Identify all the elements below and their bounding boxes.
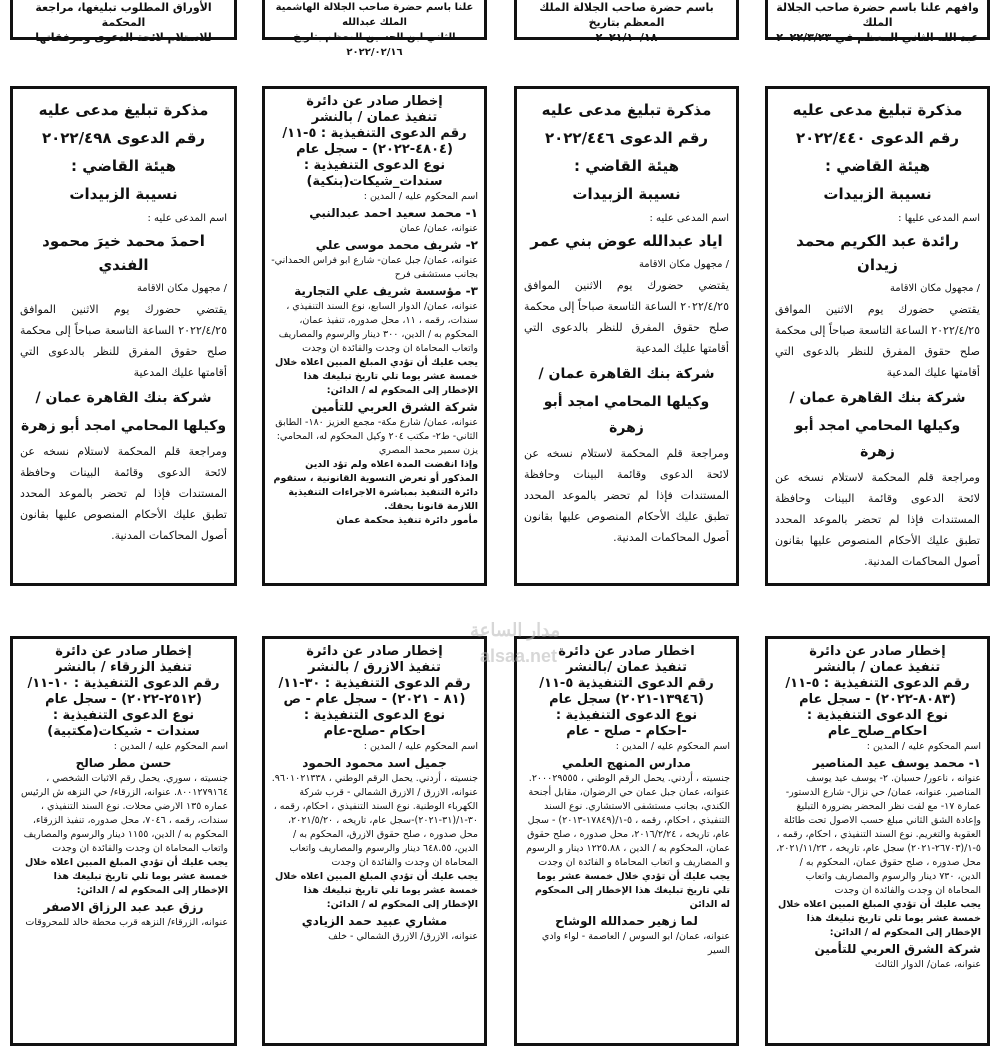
heading-line: رقم الدعوى التنفيذية : ١٠-١١/ (27, 676, 220, 691)
fragment-line: عبد الله الثاني المعظم في ٢٠٢٢/٣/٢٣ (776, 31, 979, 44)
fragment-line: علنا باسم حضرة صاحب الجلالة الهاشمية الملك عبدالله (275, 2, 474, 28)
debt-details: جنسيته ، سوري. يحمل رقم الاثبات الشخصي ، ٨٠٠١٢٧٩١٦٤. عنوانه، الزرقاء/ حي النزهه ش الرئيس عماره ١٣٥ الارضي محلات. نوع السند التنفيذي ، سندات، رقمه ، ٧٠٤٦، محل صدوره، تنفيذ الزرقاء، المحكوم به / الدين، ١١٥٥ دينار والرسوم والمصاريف واتعاب المحاماة ان وجدت والفائدة ان وجدت (20, 773, 228, 854)
heading-line: رقم الدعوى التنفيذية : ٣٠-١١/ (278, 676, 471, 691)
judge-panel-label: هيئة القاضي : (824, 157, 931, 175)
debt-details: عنوانه، عمان/ الدوار السابع، نوع السند التنفيذي ، سندات، رقمه ، ١١، محل صدوره، تنفيذ عمان، المحكوم به / الدين، ٣٠٠ دينار والرسوم والمصاريف واتعاب المحاماة ان وجدت والفائدة ان وجدت (278, 301, 478, 354)
heading-line: سندات_شيكات(بنكية) (306, 174, 443, 189)
summons-closing: ومراجعة قلم المحكمة لاستلام نسخه عن لائحة الدعوى وقائمة البينات وحافظة المستندات فإذا لم تحضر بالموعد المحدد تطبق عليك الأحكام المنصوص عليها بقانون أصول المحاكمات المدنية. (524, 447, 729, 544)
heading-line: تنفيذ عمان / بالنشر (311, 110, 438, 125)
heading-line: سندات - شيكات(مكتبية) (47, 724, 200, 739)
fragment-line: باسم حضرة صاحب الجلالة الملك المعظم بتاريخ (539, 1, 714, 29)
top-fragment-2 (262, 0, 487, 58)
lawyer-name: وكيلها المحامي امجد أبو زهرة (20, 418, 227, 434)
judge-panel-label: هيئة القاضي : (70, 157, 177, 175)
execution-notice-azraq (262, 636, 487, 1046)
heading-line: (٨١ - ٢٠٢١) - سجل عام - ص (283, 692, 466, 707)
creditor-address: عنوانه، الازرق/ الازرق الشمالي - خلف (328, 931, 478, 942)
debtor-address: عنوانه، عمان/ عمان (399, 223, 478, 234)
defendant-label: اسم المدعى عليه : (649, 213, 729, 224)
defendant-name: رائدة عبد الكريم محمد زيدان (796, 232, 959, 274)
debtor-name: ١- محمد سعيد احمد عبدالنبي (309, 206, 478, 220)
summons-closing: ومراجعة قلم المحكمة لاستلام نسخه عن لائحة الدعوى وقائمة البينات وحافظة المستندات فإذا لم تحضر بالموعد المحدد تطبق عليك الأحكام المنصوص عليها بقانون أصول المحاكمات المدنية. (20, 445, 227, 542)
case-number: رقم الدعوى ٢٠٢٢/٤٤٠ (795, 129, 960, 147)
judge-name: نسيبة الزبيدات (572, 185, 681, 203)
top-fragment-4 (765, 0, 990, 44)
heading-line: (٢٥١٢-٢٠٢٢) - سجل عام (45, 692, 202, 707)
plaintiff-name: شركة بنك القاهرة عمان / (789, 390, 966, 406)
debtor-name: حسن مطر صالح (75, 756, 172, 770)
execution-notice-amman-2 (514, 636, 739, 1046)
fragment-line: الأوراق المطلوب تبليغها، مراجعة المحكمة (35, 1, 212, 29)
notice-title: مذكرة تبليغ مدعى عليه (541, 101, 712, 119)
debt-details: جنسيته ، أردني. يحمل الرقم الوطني ، ٩٦٠١٠٢١٣٣٨. عنوانه، الازرق / الازرق الشمالي - قرب شركة الكهرباء الوطنية. نوع السند التنفيذي ، احكام، رقمه ، ٣٠-١/(٣١-٢٠٢١)-سجل عام، تاريخه ، ٢٠٢١/٥/٢٠، محل صدوره ، صلح حقوق الازرق، المحكوم به / الدين، ٦٤٨.٥٥ دينار والرسوم والمصاريف واتعاب المحاماة ان وجدت والفائدة ان وجدت (271, 773, 478, 868)
parties-label: اسم المحكوم عليه / المدين : (615, 741, 730, 752)
parties-label: اسم المحكوم عليه / المدين : (363, 191, 478, 202)
judge-panel-label: هيئة القاضي : (573, 157, 680, 175)
execution-notice-zarqa (10, 636, 237, 1046)
debtor-name: ٣- مؤسسة شريف علي التجارية (294, 284, 478, 298)
parties-label: اسم المحكوم عليه / المدين : (866, 741, 981, 752)
defendant-name: اياد عبدالله عوض بني عمر (530, 232, 723, 250)
signature: مأمور دائرة تنفيذ محكمة عمان (336, 515, 478, 526)
creditor-name: شركة الشرق العربي للتأمين (311, 400, 478, 414)
creditor-name: لما زهير حمدالله الوشاح (555, 914, 698, 928)
summons-notice-2 (514, 86, 739, 586)
debtor-name: مدارس المنهج العلمي (562, 756, 691, 770)
debtor-name: ٢- شريف محمد موسى علي (315, 238, 478, 252)
debt-details: جنسيته ، أردني. يحمل الرقم الوطني ، ٢٠٠٠٢٩٥٥٥. عنوانه، عمان جبل عمان حي الرضوان، مقابل أجنحة الكندي، بجانب مستشفى الاستشاري. نوع السند التنفيذي ، احكام، رقمه ، ٥-١/(١٧٨٤٩-٢٠١٣) - سجل عام، تاريخه ، ٢٠١٦/٢/٢٤، محل صدوره ، صلح حقوق عمان، المحكوم به / الدين ، ١٢٢٥.٨٨ دينار و الرسوم و المصاريف و اتعاب المحاماة و الفائدة ان وجدت (526, 773, 730, 868)
summons-notice-3 (765, 86, 990, 586)
heading-line: (١٣٩٤٦-٢٠٢١) سجل عام (549, 692, 704, 707)
notice-title: مذكرة تبليغ مدعى عليه (38, 101, 209, 119)
creditor-name: مشاري عبيد حمد الزيادي (301, 914, 448, 928)
residence-status: / مجهول مكان الاقامة (889, 283, 980, 294)
heading-line: (٤٨٠٤-٢٠٢٢) - سجل عام (296, 142, 453, 157)
summons-body: يقتضي حضورك يوم الاثنين الموافق ٢٠٢٢/٤/٢٥ الساعة التاسعة صباحاً إلى محكمة صلح حقوق المفرق للنظر بالدعوى التي أقامتها عليك المدعية (524, 279, 729, 355)
creditor-name: رزق عبد عبد الرزاق الاصفر (43, 900, 204, 914)
top-fragment-1 (10, 0, 237, 44)
case-number: رقم الدعوى ٢٠٢٢/٤٩٨ (41, 129, 206, 147)
debtor-name: ١- محمد يوسف عيد المناصير (812, 756, 981, 770)
payment-demand: يجب عليك أن تؤدي المبلغ المبين اعلاه خلال خمسة عشر يوما تلي تاريخ تبليغك هذا الإخطار إلى المحكوم له / الدائن: (25, 857, 228, 896)
debt-details: عنوانه ، ناعور/ حسبان. ٢- يوسف عيد يوسف المناصير. عنوانه، عمان/ حي نزال- شارع الدستور- عمارة ١٧- مع لفت نظر المحضر بضرورة التبليغ وإعادة الشق الثاني مبلغ حسب الاصول تحت طائلة العقوبة والتغريم. نوع السند التنفيذي ، احكام، رقمه ، ٥-١/(٢٦٧٠٣-٢٠٢١) سجل عام، تاريخه ، ٢٠٢١/١١/٢٣، محل صدوره ، صلح حقوق عمان، المحكوم به / الدين، ٧٣٠ دينار والرسوم والمصاريف واتعاب المحاماة ان وجدت والفائدة ان وجدت (776, 773, 981, 896)
payment-demand: يجب عليك أن تؤدي المبلغ المبين اعلاه خلال خمسة عشر يوما تلي تاريخ تبليغك هذا الإخطار إلى المحكوم له / الدائن: (275, 871, 478, 910)
heading-line: تنفيذ عمان / بالنشر (814, 660, 941, 675)
debtor-address: عنوانه، عمان/ جبل عمان- شارع ابو فراس الحمداني- بجانب مستشفى فرح (271, 255, 478, 280)
heading-line: نوع الدعوى التنفيذية : (555, 708, 698, 723)
summons-notice-1 (10, 86, 237, 586)
heading-line: احكام -صلح-عام (323, 724, 426, 739)
judge-name: نسيبة الزبيدات (69, 185, 178, 203)
heading-line: نوع الدعوى التنفيذية : (52, 708, 195, 723)
plaintiff-name: شركة بنك القاهرة عمان / (538, 366, 715, 382)
debtor-name: جميل اسد محمود الحمود (302, 756, 447, 770)
creditor-details: عنوانه، عمان/ شارع مكة- مجمع العزيز ١٨٠- الطابق الثاني- ط٢- مكتب ٢٠٤ وكيل المحكوم له، المحامي: يزن سمير محمد المصري (275, 417, 478, 456)
heading-line: رقم الدعوى التنفيذية ٥-١١/ (539, 676, 714, 691)
heading-line: -احكام - صلح - عام (566, 724, 687, 739)
heading-line: نوع الدعوى التنفيذية : (806, 708, 949, 723)
fragment-line: للاستلام لائحة الدعوى ومرفقاتها (35, 31, 212, 44)
parties-label: اسم المحكوم عليه / المدين : (363, 741, 478, 752)
case-number: رقم الدعوى ٢٠٢٢/٤٤٦ (544, 129, 709, 147)
fragment-line: ٢٠٢١/١٠/١٨ (595, 31, 658, 44)
heading-line: إخطار صادر عن دائرة (809, 644, 946, 659)
watermark-latin: alsaa.net (480, 646, 558, 666)
heading-line: إخطار صادر عن دائرة (55, 644, 192, 659)
notice-title: مذكرة تبليغ مدعى عليه (792, 101, 963, 119)
execution-notice-amman-3 (765, 636, 990, 1046)
defendant-name: احمدَ محمد خيرَ محمود الفندي (42, 232, 205, 274)
defendant-label: اسم المدعى عليه : (147, 213, 227, 224)
parties-label: اسم المحكوم عليه / المدين : (113, 741, 228, 752)
heading-line: تنفيذ عمان /بالنشر (566, 660, 687, 675)
summons-body: يقتضي حضورك يوم الاثنين الموافق ٢٠٢٢/٤/٢٥ الساعة التاسعة صباحاً إلى محكمة صلح حقوق المفرق للنظر بالدعوى التي أقامتها عليك المدعية (775, 303, 980, 379)
heading-line: إخطار صادر عن دائرة (306, 644, 443, 659)
heading-line: اخطار صادر عن دائرة (558, 644, 695, 659)
creditor-name: شركة الشرق العربي للتأمين (814, 942, 981, 956)
heading-line: رقم الدعوى التنفيذية : ٥-١١/ (785, 676, 970, 691)
plaintiff-name: شركة بنك القاهرة عمان / (35, 390, 212, 406)
fragment-line: وافهم علنا باسم حضرة صاحب الجلالة الملك (776, 1, 979, 29)
lawyer-name: وكيلها المحامي امجد أبو زهرة (794, 418, 961, 460)
heading-line: احكام_صلح_عام (827, 724, 928, 739)
execution-notice-amman (262, 86, 487, 586)
creditor-address: عنوانه، الزرقاء/ النزهه قرب محطة خالد للمحروقات (25, 917, 228, 928)
lawyer-name: وكيلها المحامي امجد أبو زهرة (543, 394, 710, 436)
creditor-address: عنوانه، عمان/ ابو السوس / العاصمة - لواء وادي السير (541, 931, 730, 956)
top-fragment-3 (514, 0, 739, 44)
payment-demand: يجب عليك أن تؤدي خلال خمسة عشر يوما تلي تاريخ تبليغك هذا الإخطار إلى المحكوم له الدائن (534, 871, 730, 910)
heading-line: تنفيذ الزرقاء / بالنشر (55, 660, 192, 675)
fragment-line: الثاني ابن الحسين المعظم بتاريخ ٢٠٢٢/٠٢/١٦ (293, 32, 456, 58)
payment-demand: يجب عليك أن تؤدي المبلغ المبين اعلاه خلال خمسة عشر يوما تلي تاريخ تبليغك هذا الإخطار إلى المحكوم له / الدائن: (778, 899, 981, 938)
heading-line: رقم الدعوى التنفيذية : ٥-١١/ (282, 126, 467, 141)
heading-line: نوع الدعوى التنفيذية : (303, 708, 446, 723)
heading-line: إخطار صادر عن دائرة (306, 94, 443, 109)
heading-line: تنفيذ الازرق / بالنشر (308, 660, 441, 675)
residence-status: / مجهول مكان الاقامة (136, 283, 227, 294)
heading-line: (٨٠٨٣-٢٠٢٢) - سجل عام (799, 692, 956, 707)
summons-body: يقتضي حضورك يوم الاثنين الموافق ٢٠٢٢/٤/٢٥ الساعة التاسعة صباحاً إلى محكمة صلح حقوق المفرق للنظر بالدعوى التي أقامتها عليك المدعية (20, 303, 227, 379)
residence-status: / مجهول مكان الاقامة (638, 259, 729, 270)
creditor-address: عنوانه، عمان/ الدوار الثالث (874, 959, 981, 970)
summons-closing: ومراجعة قلم المحكمة لاستلام نسخه عن لائحة الدعوى وقائمة البينات وحافظة المستندات فإذا لم تحضر بالموعد المحدد تطبق عليك الأحكام المنصوص عليها بقانون أصول المحاكمات المدنية. (775, 471, 980, 568)
watermark-arabic: مدار الساعة (470, 620, 561, 640)
notice-footer: وإذا انقضت المدة اعلاه ولم تؤد الدين المذكور أو تعرض التسوية القانونية ، ستقوم دائرة التنفيذ بمباشرة الاجراءات التنفيذية اللازمة قانونا بحقك. (273, 459, 478, 512)
judge-name: نسيبة الزبيدات (823, 185, 932, 203)
payment-demand: يجب عليك أن تؤدي المبلغ المبين اعلاه خلال خمسة عشر يوما تلي تاريخ تبليغك هذا الإخطار إلى المحكوم له / الدائن: (275, 357, 478, 396)
heading-line: نوع الدعوى التنفيذية : (303, 158, 446, 173)
defendant-label: اسم المدعى عليها : (898, 213, 980, 224)
